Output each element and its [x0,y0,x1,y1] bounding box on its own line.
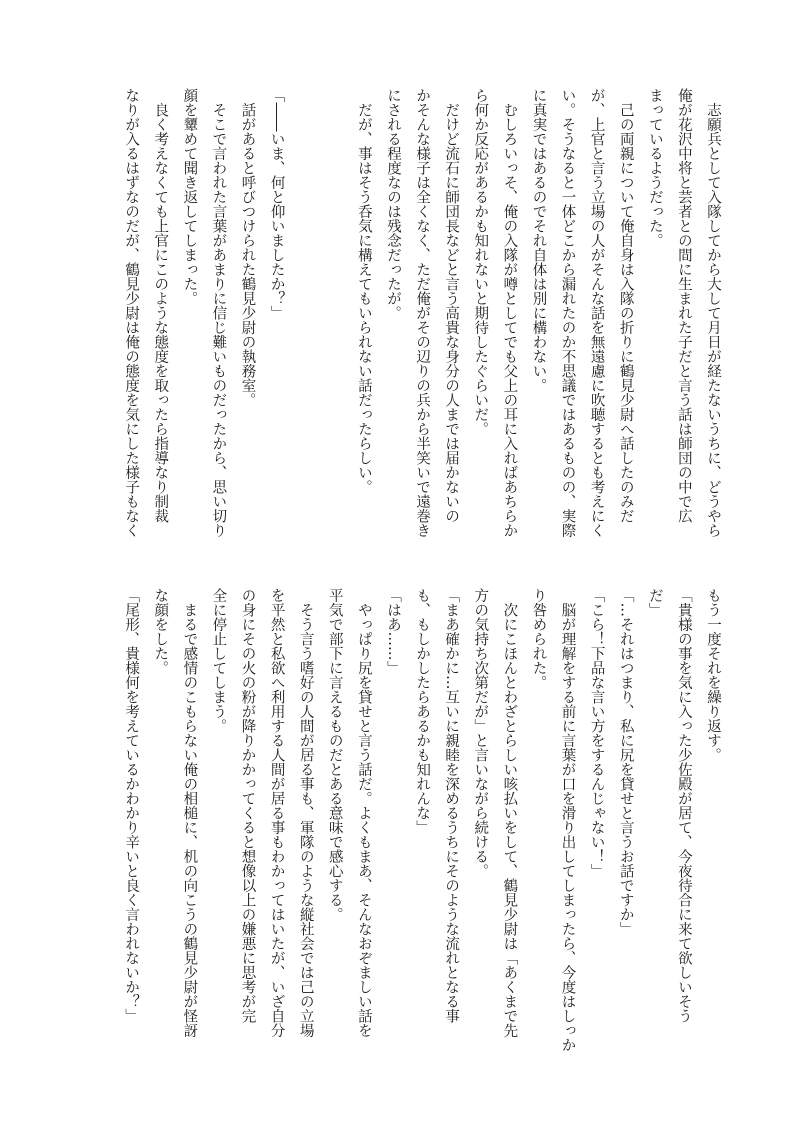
text-line: 話があると呼びつけられた鶴見少尉の執務室。 [239,88,256,407]
text-line: むしろいっそ、俺の入隊が噂としてでも父上の耳に入ればあちらか [501,88,518,538]
dialogue-line: 「尾形、貴様何を考えているかわかり辛いと良く言われないか？」 [123,588,140,1023]
text-line: 志願兵として入隊してから大して月日が経たないうちに、どうやら [705,88,721,538]
text-line: 全に停止してしまう。 [210,588,227,733]
dialogue-line: 「こら！下品な言い方をするんじゃない！」 [588,588,605,878]
lower-text-block [116,588,727,1058]
upper-text-block [116,88,727,558]
text-line: 次にこほんとわざとらしい咳払いをして、鶴見少尉は「あくまで先 [501,588,518,1038]
dialogue-line: も、もしかしたらあるかも知れんな」 [414,588,431,835]
dialogue-line: だ」 [646,588,663,617]
text-line: にされる程度なのは残念だったが。 [384,88,401,320]
text-line: やっぱり尻を貸せと言う話だ。よくもまあ、そんなおぞましい話を [355,588,372,1038]
text-line: ら何か反応があるかも知れないと期待したぐらいだ。 [472,88,489,436]
text-line: の身にその火の粉が降りかかってくると想像以上の嫌悪に思考が完 [239,588,256,1023]
scene-break-spacer [320,88,349,558]
text-line: が、上官と言う立場の人がそんな話を無遠慮に吹聴するとも考えにく [588,88,605,538]
text-line: な顔をした。 [152,588,169,675]
text-line: だけど流石に師団長などと言う高貴な身分の人までは届かないの [443,88,460,523]
text-line: を平然と私欲へ利用する人間が居る事もわかってはいたが、いざ自分 [268,588,285,1038]
text-line: かそんな様子は全くなく、ただ俺がその辺りの兵から半笑いで遠巻き [414,88,431,538]
text-line: 己の両親について俺自身は入隊の折りに鶴見少尉へ話したのみだ [617,88,634,523]
dialogue-line: 「はあ……」 [384,588,401,675]
text-line: り咎められた。 [530,588,547,690]
text-line: 脳が理解をする前に言葉が口を滑り出してしまったら、今度はしっか [559,588,576,1052]
text-line: もう一度それを繰り返す。 [705,588,721,762]
text-line: に真実ではあるのでそれ自体は別に構わない。 [530,88,547,393]
text-line: 俺が花沢中将と芸者との間に生まれた子だと言う話は師団の中で広 [675,88,692,523]
text-line: まるで感情のこもらない俺の相槌に、机の向こうの鶴見少尉が怪訝 [181,588,198,1038]
text-line: まっているようだった。 [646,88,663,248]
text-line: 平気で部下に言えるものだとある意味で感心する。 [326,588,343,922]
scene-break-spacer [291,88,320,558]
text-line: 良く考えなくても上官にこのような態度を取ったら指導なり制裁 [152,88,169,523]
text-line: そう言う嗜好の人間が居る事も、軍隊のような縦社会では己の立場 [297,588,314,1038]
text-line: い。そうなると一体どこから漏れたのか不思議ではあるものの、実際 [559,88,576,538]
text-line: 顔を顰めて聞き返してしまった。 [181,88,198,306]
dialogue-line: 「――いま、何と仰いましたか？」 [268,88,285,320]
text-line: 方の気持ち次第だが」と言いながら続ける。 [472,588,489,878]
dialogue-line: 「まあ確かに…互いに親睦を深めるうちにそのような流れとなる事 [443,588,460,1023]
text-line: だが、事はそう呑気に構えてもいられない話だったらしい。 [355,88,372,494]
text-line: そこで言われた言葉があまりに信じ難いものだったから、思い切り [210,88,227,538]
dialogue-line: 「…それはつまり、私に尻を貸せと言うお話ですか」 [617,588,634,936]
dialogue-line: 「貴様の事を気に入った少佐殿が居て、今夜待合に来て欲しいそう [675,588,692,1023]
text-line: なりが入るはずなのだが、鶴見少尉は俺の態度を気にした様子もなく [123,88,140,538]
